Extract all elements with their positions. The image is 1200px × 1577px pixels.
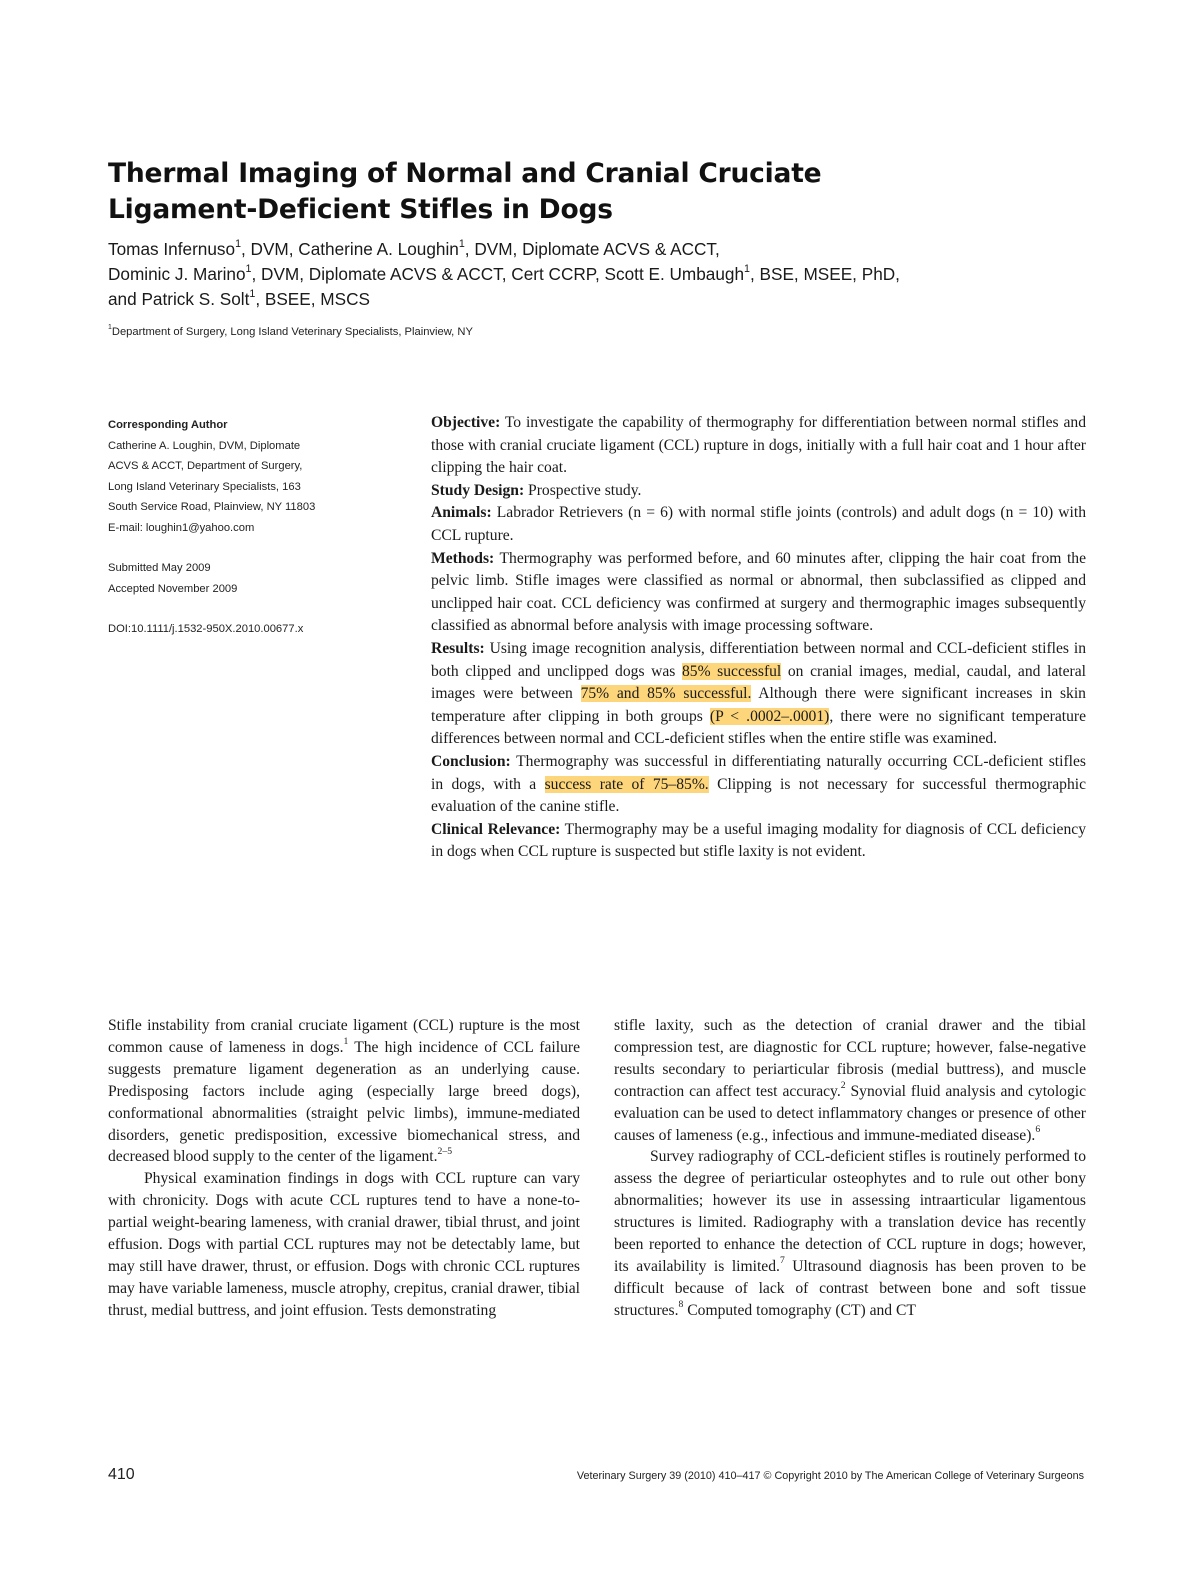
section-text: , there were no significant temperature differences between normal and CCL-deficient stifles when the entire stifle was examined. (431, 707, 1086, 748)
author-name: , DVM, Diplomate ACVS & ACCT, Cert CCRP, Scott E. Umbaugh (251, 264, 745, 284)
author-credentials: , DVM, Diplomate ACVS & ACCT, (464, 239, 720, 259)
author-name: Tomas Infernuso (108, 239, 236, 259)
body-paragraph (614, 1015, 1086, 1146)
paragraph-text: Ultrasound diagnosis has been proven to be difficult because of lack of contrast between bone and soft tissue structures. (614, 1257, 1086, 1319)
section-label: Results: (431, 639, 485, 657)
section-text: To investigate the capability of thermography for differentiation between normal stifles and those with cranial cruciate ligament (CCL) rupture in dogs, initially with a full hair coat and 1 hour after clipping the hair coat. (431, 414, 1086, 477)
correspondence-sidebar (108, 415, 408, 640)
address-line: Catherine A. Loughin, DVM, Diplomate (108, 439, 301, 452)
author-line-3 (108, 287, 1108, 312)
author-list (108, 237, 1108, 312)
affiliation-marker: 1 (744, 262, 750, 275)
section-label: Conclusion: (431, 752, 511, 770)
section-label: Methods: (431, 549, 495, 567)
section-text: on cranial images, medial, caudal, and lateral images were between (431, 662, 1086, 703)
page-number: 410 (108, 1466, 135, 1483)
highlighted-text[interactable]: success rate of 75–85%. (544, 775, 709, 793)
section-label: Animals: (431, 504, 492, 522)
abstract-methods (431, 548, 1086, 638)
citation-marker[interactable]: 7 (779, 1255, 785, 1267)
affiliation-text: Department of Surgery, Long Island Veterinary Specialists, Plainview, NY (111, 326, 473, 338)
section-text: Thermography was performed before, and 60 minutes after, clipping the hair coat from the pelvic limb. Stifle images were classified as normal or abnormal, then subclassified as clipped and unclipped hair coat. CCL deficiency was confirmed at surgery and thermographic images subsequently classified as abnormal before analysis with image processing software. (431, 549, 1086, 635)
affiliation-marker: 1 (458, 237, 465, 250)
corresponding-author-heading: Corresponding Author (108, 419, 228, 431)
journal-footer: Veterinary Surgery 39 (2010) 410–417 © Copyright 2010 by The American College of Veterinary Surgeons (576, 1470, 1084, 1482)
body-paragraph (108, 1015, 580, 1168)
body-column-right (614, 1015, 1086, 1322)
title-line-1: Thermal Imaging of Normal and Cranial Cruciate (108, 158, 822, 189)
section-text: Thermography was successful in differentiating naturally occurring CCL-deficient stifles in dogs, with a (431, 752, 1086, 793)
section-text: Although there were significant increases in skin temperature after clipping in both groups (431, 685, 1086, 725)
address-line: Long Island Veterinary Specialists, 163 (108, 480, 301, 493)
author-name: and Patrick S. Solt (108, 289, 250, 309)
paragraph-text: Synovial fluid analysis and cytologic evaluation can be used to detect inflammatory changes or presence of other causes of lameness (e.g., infectious and immune-mediated disease). (614, 1082, 1087, 1144)
author-line-2 (108, 262, 1108, 287)
submitted-date: Submitted May 2009 (108, 562, 211, 574)
citation-marker[interactable]: 2–5 (437, 1145, 453, 1157)
paragraph-text: Stifle instability from cranial cruciate ligament (CCL) rupture is the most common cause of lameness in dogs. (108, 1017, 580, 1056)
doi-link[interactable]: DOI:10.1111/j.1532-950X.2010.00677.x (108, 623, 304, 635)
abstract-objective (431, 412, 1086, 480)
author-credentials: , BSEE, MSCS (255, 289, 370, 309)
section-label: Objective: (431, 414, 501, 431)
paragraph-text: Computed tomography (CT) and CT (683, 1301, 916, 1319)
section-label: Study Design: (431, 481, 525, 499)
author-line-1 (108, 237, 1108, 262)
affiliation-marker: 1 (245, 262, 252, 275)
paragraph-text: The high incidence of CCL failure suggests premature ligament degeneration as an underlying cause. Predisposing factors include aging (especially large breed dogs), conformational abnormalities (straight pelvic limbs), immune-mediated disorders, genetic predisposition, excessive biomechanical stress, and decreased blood supply to the center of the ligament. (108, 1038, 581, 1166)
paragraph-text: stifle laxity, such as the detection of cranial drawer and the tibial compression test, are diagnostic for CCL rupture; however, false-negative results secondary to periarticular fibrosis (medial buttress), and muscle contraction can affect test accuracy. (614, 1017, 1086, 1100)
body-paragraph (108, 1168, 580, 1321)
citation-marker[interactable]: 6 (1035, 1123, 1041, 1135)
paragraph-text: Survey radiography of CCL-deficient stifles is routinely performed to assess the degree of periarticular osteophytes and to rule out other bony abnormalities; however its use in assessing intraarticular ligamentous structures is limited. Radiography with a translation device has recently been reported to enhance the detection of CCL rupture in dogs; however, its availability is limited. (614, 1148, 1086, 1275)
address-line: ACVS & ACCT, Department of Surgery, (108, 460, 303, 472)
author-credentials: , BSE, MSEE, PhD, (749, 264, 900, 284)
citation-marker[interactable]: 2 (840, 1080, 846, 1092)
abstract-relevance (431, 819, 1086, 864)
section-text: Labrador Retrievers (n = 6) with normal stifle joints (controls) and adult dogs (n = 10) with CCL rupture. (431, 504, 1086, 544)
author-name: Dominic J. Marino (108, 264, 246, 284)
abstract-results (431, 638, 1086, 751)
article-title (108, 156, 1108, 228)
highlighted-text[interactable]: 75% and 85% successful. (580, 685, 752, 703)
affiliation-marker: 1 (235, 237, 241, 250)
section-text: Thermography may be a useful imaging modality for diagnosis of CCL deficiency in dogs when CCL rupture is suspected but stifle laxity is not evident. (431, 820, 1086, 861)
body-column-left (108, 1015, 580, 1322)
section-text: Prospective study. (524, 481, 642, 499)
section-label: Clinical Relevance: (431, 820, 561, 838)
abstract (431, 412, 1086, 864)
citation-marker[interactable]: 8 (678, 1299, 684, 1311)
affiliation (108, 326, 473, 338)
affiliation-marker: 1 (108, 324, 112, 332)
abstract-conclusion (431, 751, 1086, 819)
abstract-design (431, 480, 1086, 503)
abstract-animals (431, 502, 1086, 547)
email-line[interactable]: E-mail: loughin1@yahoo.com (108, 521, 255, 534)
address-line: South Service Road, Plainview, NY 11803 (108, 501, 316, 513)
paragraph-text: Physical examination findings in dogs with CCL rupture can vary with chronicity. Dogs with acute CCL ruptures tend to have a none-to-partial weight-bearing lameness, with cranial drawer, tibial thrust, and joint effusion. Dogs with partial CCL ruptures may not be detectably lame, but may still have drawer, thrust, or effusion. Dogs with chronic CCL ruptures may have variable lameness, muscle atrophy, crepitus, cranial drawer, tibial thrust, medial buttress, and joint effusion. Tests demonstrating (108, 1170, 580, 1319)
highlighted-text[interactable]: 85% successful (681, 662, 782, 680)
affiliation-marker: 1 (249, 287, 256, 300)
author-name: , DVM, Catherine A. Loughin (241, 239, 459, 259)
citation-marker[interactable]: 1 (343, 1036, 349, 1048)
title-line-2: Ligament-Deficient Stifles in Dogs (108, 194, 613, 225)
section-text: Clipping is not necessary for successful thermographic evaluation of the canine stifle. (431, 775, 1087, 816)
highlighted-text[interactable]: (P < .0002–.0001) (709, 707, 830, 725)
accepted-date: Accepted November 2009 (108, 582, 238, 595)
body-paragraph (614, 1146, 1086, 1321)
section-text: Using image recognition analysis, differentiation between normal and CCL-deficient stifles in both clipped and unclipped dogs was (431, 639, 1086, 680)
